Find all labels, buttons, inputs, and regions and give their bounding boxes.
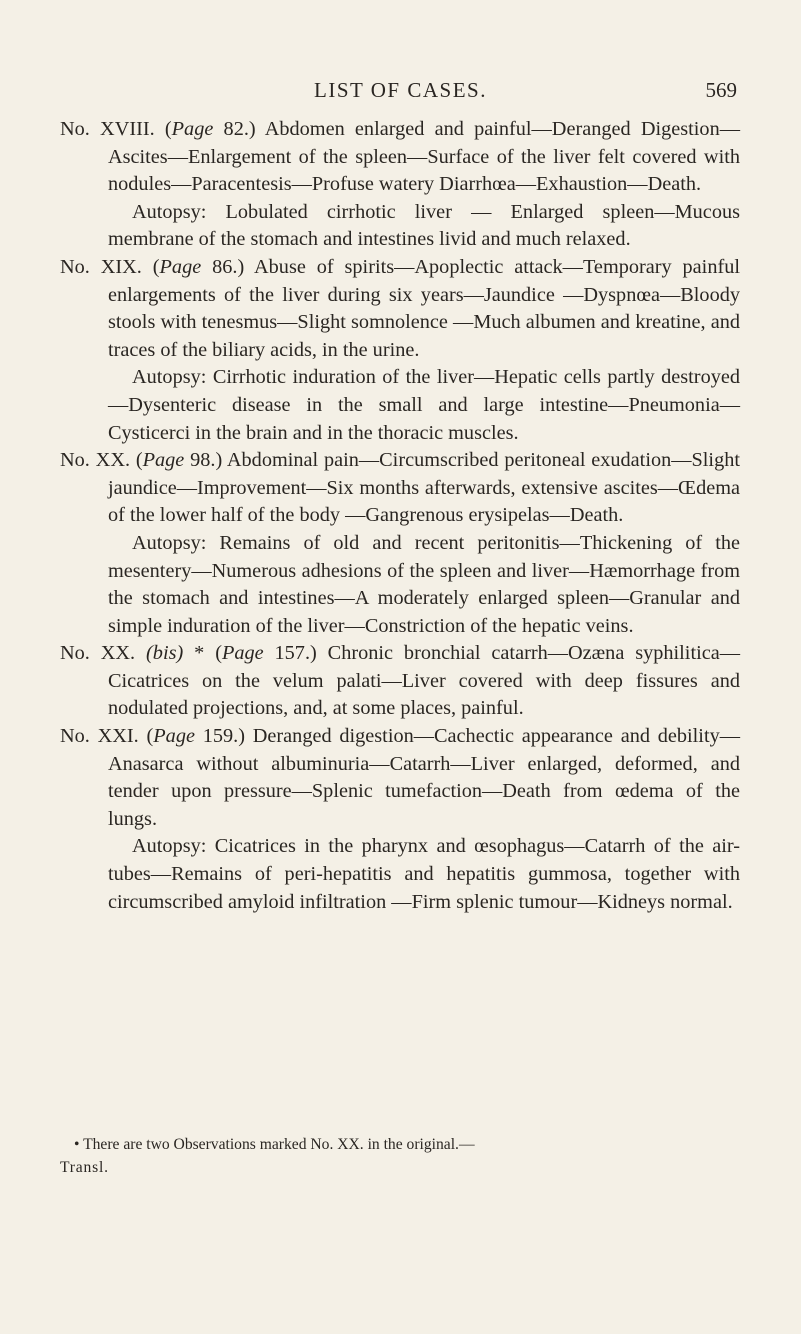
- bis-marker: (bis): [146, 642, 184, 665]
- case-number: No. XX.: [60, 449, 131, 472]
- case-entry: [60, 254, 740, 364]
- autopsy-findings: Autopsy: Remains of old and recent peritonitis—Thickening of the mesentery—Numerous adhesions of the spleen and liver—Hæmorrhage from the stomach and intestines—A moderately enlarged spleen—Granular and simple induration of the liver—Constriction of the hepatic veins.: [108, 531, 740, 637]
- case-entry: [60, 116, 740, 199]
- case-entry: [60, 640, 740, 723]
- footnote-text: • There are two Observations marked No. XX. in the original.—: [74, 1136, 475, 1153]
- running-title: LIST OF CASES.: [314, 78, 487, 102]
- case-number: No. XX.: [60, 642, 136, 665]
- case-description: Abdomen enlarged and painful—Deranged Digestion—Ascites—Enlargement of the spleen—Surface of the liver felt covered with nodules—Paracentesis—Profuse watery Diarrhœa—Exhaustion—Death.: [108, 118, 740, 196]
- autopsy-findings: Autopsy: Cirrhotic induration of the liver—Hepatic cells partly destroyed—Dysenteric disease in the small and large intestine—Pneumonia—Cysticerci in the brain and in the thoracic muscles.: [108, 366, 740, 444]
- case-list: [60, 116, 740, 916]
- case-description: Abuse of spirits—Apoplectic attack—Temporary painful enlargements of the liver during six years—Jaundice —Dyspnœa—Bloody stools with tenesmus—Slight somnolence —Much albumen and kreatine, and traces of the biliary acids, in the urine.: [108, 255, 740, 361]
- case-description: Chronic bronchial catarrh—Ozæna syphilitica—Cicatrices on the velum palati—Liver covered with deep fissures and nodulated projections, and, at some places, painful.: [108, 642, 740, 720]
- autopsy-findings: Autopsy: Cicatrices in the pharynx and œsophagus—Catarrh of the air-tubes—Remains of peri-hepatitis and hepatitis gummosa, together with circumscribed amyloid infiltration —Firm splenic tumour—Kidneys normal.: [108, 835, 740, 913]
- case-number: No. XVIII.: [60, 118, 155, 140]
- page-number: 569: [705, 78, 737, 102]
- case-entry: [60, 447, 740, 530]
- footnote: [60, 1133, 740, 1179]
- page-reference: (Page 159.): [146, 725, 245, 748]
- case-number: No. XIX.: [60, 255, 142, 278]
- case-number: No. XXI.: [60, 725, 139, 748]
- page-reference: (Page 82.): [164, 118, 256, 140]
- case-entry: [60, 723, 740, 833]
- case-description: Deranged digestion—Cachectic appearance and debility—Anasarca without albuminuria—Catarrh—Liver enlarged, deformed, and tender upon pressure—Splenic tumefaction—Death from œdema of the lungs.: [108, 725, 740, 830]
- running-head: [0, 78, 801, 106]
- page-reference: (Page 86.): [152, 255, 245, 278]
- case-description: Abdominal pain—Circumscribed peritoneal exudation—Slight jaundice—Improvement—Six months afterwards, extensive ascites—Œdema of the lower half of the body —Gangrenous erysipelas—Death.: [108, 449, 740, 527]
- footnote-marker: *: [183, 642, 216, 665]
- footnote-signature: Transl.: [60, 1159, 109, 1176]
- autopsy-findings: Autopsy: Lobulated cirrhotic liver — Enlarged spleen—Mucous membrane of the stomach and intestines livid and much relaxed.: [108, 200, 740, 251]
- page-reference: (Page 98.): [135, 449, 223, 472]
- page-reference: (Page 157.): [215, 642, 317, 665]
